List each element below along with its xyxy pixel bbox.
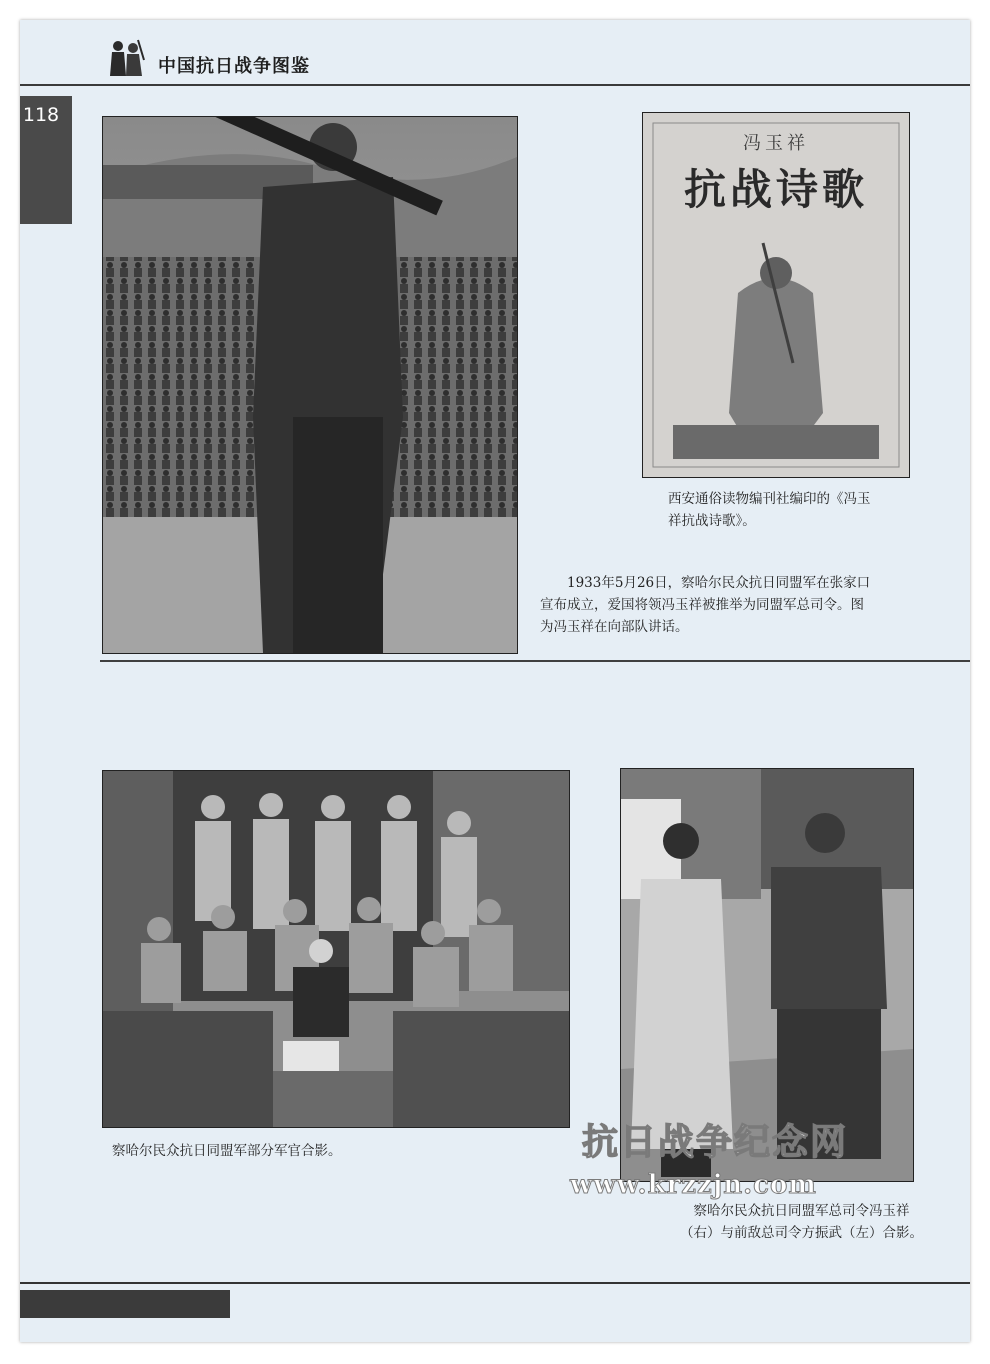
footer-bar bbox=[20, 1290, 230, 1318]
caption-group bbox=[112, 1140, 532, 1162]
poster-title: 抗战诗歌 bbox=[683, 165, 868, 214]
photo-feng-speech-image bbox=[103, 117, 517, 653]
page-number: 118 bbox=[22, 104, 60, 126]
caption-poster-line-2: 祥抗战诗歌》。 bbox=[668, 513, 756, 529]
caption-pair-line-2: （右）与前敌总司令方振武（左）合影。 bbox=[680, 1225, 923, 1241]
caption-pair bbox=[680, 1200, 960, 1244]
watermark-site-url: www.krzzjn.com bbox=[570, 1170, 817, 1200]
photo-officers-group-image bbox=[103, 771, 569, 1127]
caption-main-line-3: 为冯玉祥在向部队讲话。 bbox=[540, 619, 689, 635]
caption-main-line-1: 1933年5月26日，察哈尔民众抗日同盟军在张家口 bbox=[567, 575, 871, 591]
caption-pair-line-1: 察哈尔民众抗日同盟军总司令冯玉祥 bbox=[693, 1203, 910, 1219]
caption-poster bbox=[668, 488, 928, 532]
page bbox=[20, 20, 970, 1342]
book-title: 中国抗日战争图鉴 bbox=[158, 56, 310, 77]
caption-main-line-2: 宣布成立，爱国将领冯玉祥被推举为同盟军总司令。图 bbox=[540, 597, 864, 613]
caption-main bbox=[540, 572, 910, 638]
soldiers-logo-icon bbox=[104, 36, 148, 80]
section-rule bbox=[100, 660, 970, 662]
photo-officers-group bbox=[102, 770, 570, 1128]
caption-poster-line-1: 西安通俗读物编刊社编印的《冯玉 bbox=[668, 491, 871, 507]
footer-rule bbox=[20, 1282, 970, 1284]
watermark-site-name: 抗日战争纪念网 bbox=[582, 1121, 849, 1163]
caption-group-line-1: 察哈尔民众抗日同盟军部分军官合影。 bbox=[112, 1143, 342, 1159]
header-rule bbox=[20, 84, 970, 86]
poster-author: 冯玉祥 bbox=[743, 133, 809, 154]
photo-poster bbox=[642, 112, 910, 478]
photo-feng-speech bbox=[102, 116, 518, 654]
